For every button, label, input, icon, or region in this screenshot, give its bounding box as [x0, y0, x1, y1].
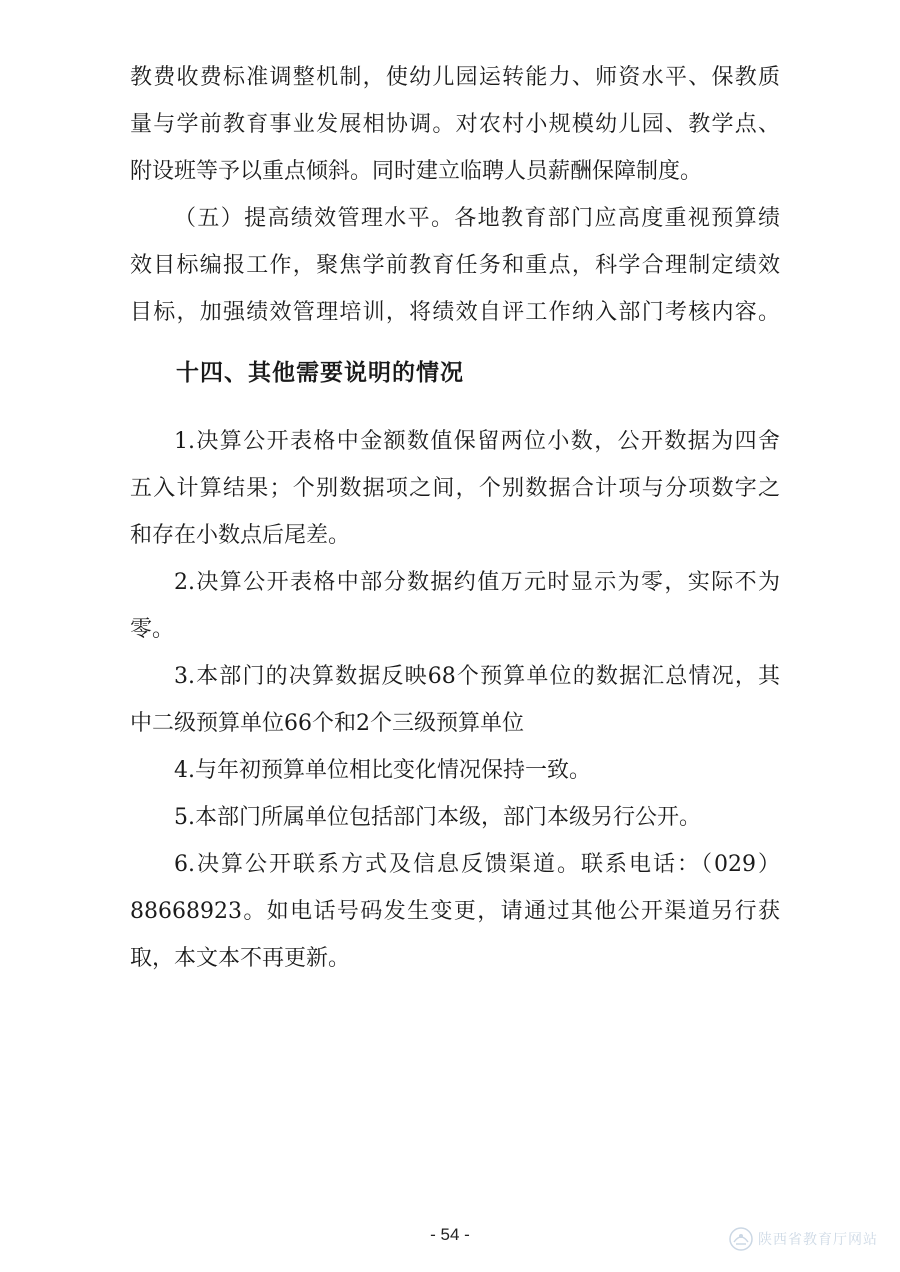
- para2-line-3: 目标，加强绩效管理培训，将绩效自评工作纳入部门考核内容。: [130, 300, 780, 325]
- item3-line-2: 中二级预算单位66个和2个三级预算单位: [130, 711, 524, 736]
- para2-line-1: （五）提高绩效管理水平。各地教育部门应高度重视预算绩: [174, 206, 780, 231]
- item6-line-2: 88668923。如电话号码发生变更，请通过其他公开渠道另行获: [130, 899, 780, 924]
- item1-line-2: 五入计算结果；个别数据项之间，个别数据合计项与分项数字之: [130, 476, 780, 501]
- para1-line-1: 教费收费标准调整机制，使幼儿园运转能力、师资水平、保教质: [130, 65, 780, 90]
- item1-line-1: 1.决算公开表格中金额数值保留两位小数，公开数据为四舍: [174, 429, 780, 454]
- item6-line-3: 取，本文本不再更新。: [130, 946, 351, 971]
- item1-line-3: 和存在小数点后尾差。: [130, 523, 351, 548]
- item2-line-2: 零。: [130, 617, 175, 642]
- watermark-text: 陕西省教育厅网站: [758, 1232, 878, 1248]
- section-heading: 十四、其他需要说明的情况: [176, 360, 464, 386]
- page-number: - 54 -: [430, 1225, 470, 1244]
- item3-line-1: 3.本部门的决算数据反映68个预算单位的数据汇总情况，其: [174, 664, 780, 689]
- para1-line-2: 量与学前教育事业发展相协调。对农村小规模幼儿园、教学点、: [130, 112, 780, 137]
- item6-line-1: 6.决算公开联系方式及信息反馈渠道。联系电话：（029）: [174, 852, 780, 877]
- item5-line-1: 5.本部门所属单位包括部门本级，部门本级另行公开。: [174, 805, 701, 830]
- item4-line-1: 4.与年初预算单位相比变化情况保持一致。: [174, 758, 591, 783]
- site-watermark: [728, 1225, 898, 1253]
- item2-line-1: 2.决算公开表格中部分数据约值万元时显示为零，实际不为: [174, 570, 780, 595]
- para2-line-2: 效目标编报工作，聚焦学前教育任务和重点，科学合理制定绩效: [130, 253, 780, 278]
- para1-line-3: 附设班等予以重点倾斜。同时建立临聘人员薪酬保障制度。: [130, 159, 703, 184]
- education-dept-logo-icon: [728, 1226, 754, 1252]
